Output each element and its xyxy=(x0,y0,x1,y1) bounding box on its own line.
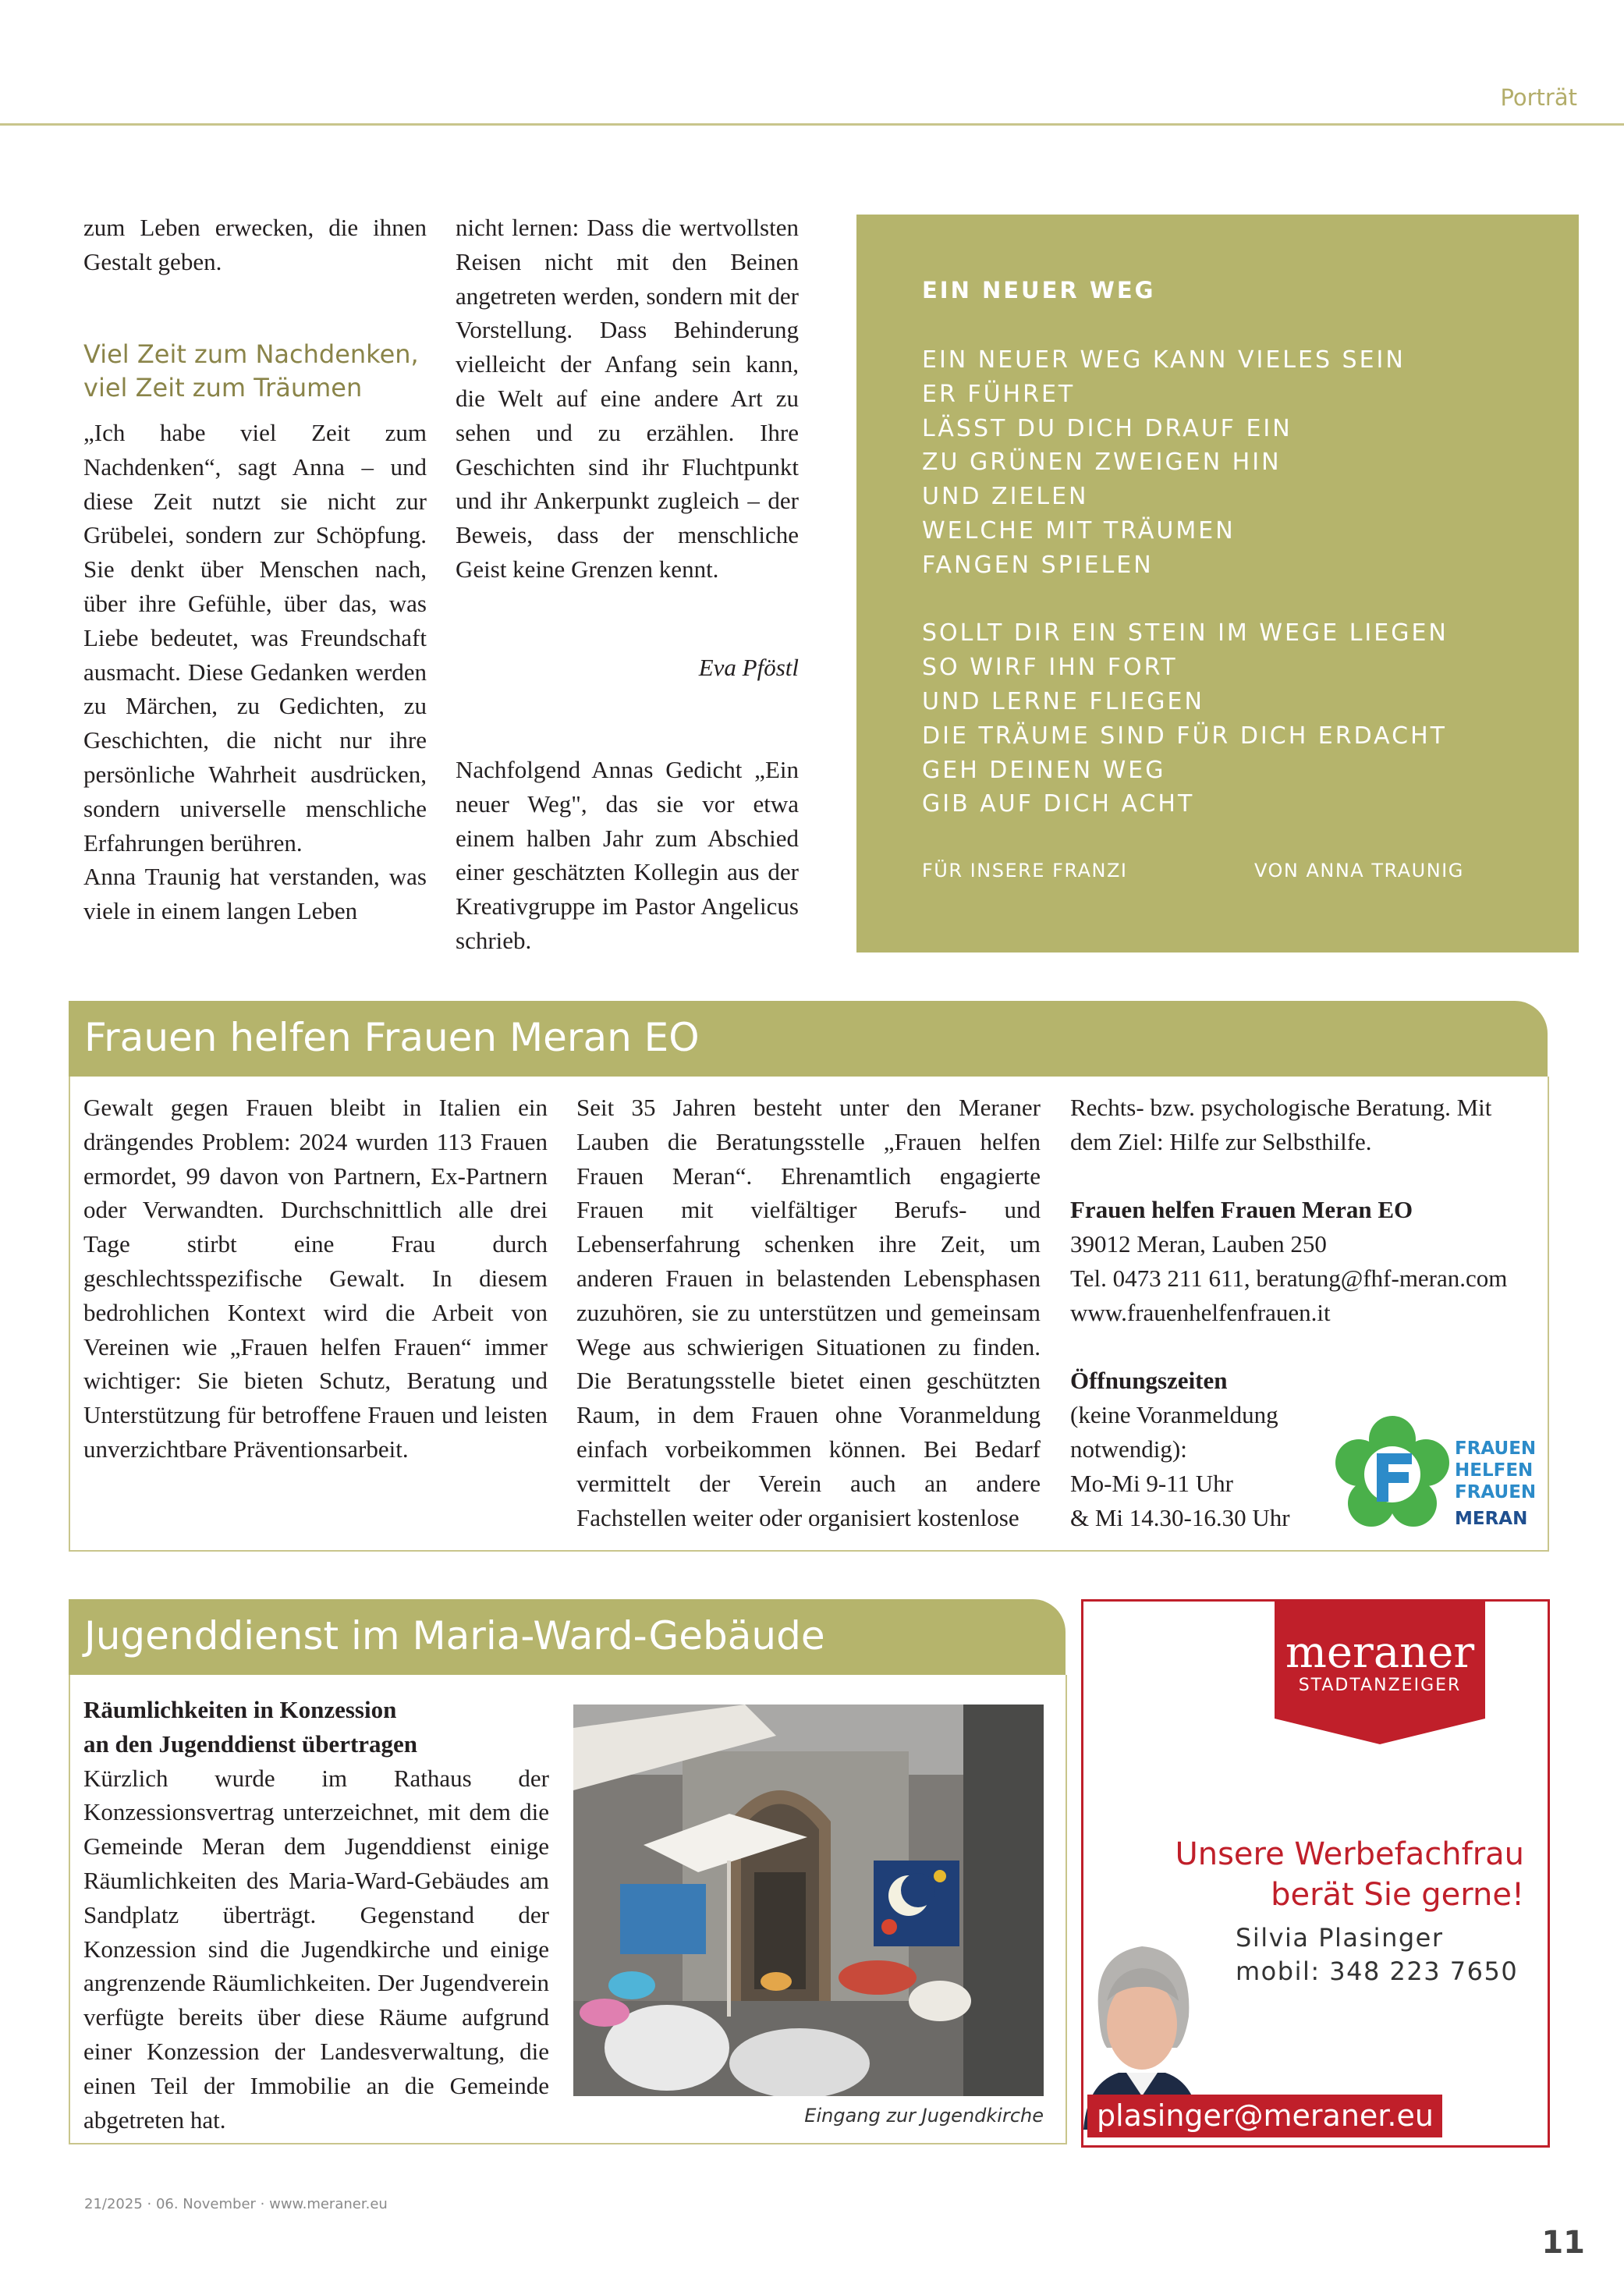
article-column-1 xyxy=(83,211,427,279)
article-column-1-body xyxy=(83,416,427,928)
ad-email[interactable]: plasinger@meraner.eu xyxy=(1087,2095,1442,2137)
fhf-hours-title: Öffnungszeiten xyxy=(1070,1367,1228,1395)
poem-line: LÄSST DU DICH DRAUF EIN xyxy=(922,414,1292,442)
jugend-subheading: Räumlichkeiten in Konzession xyxy=(83,1696,397,1723)
subheading-line-2: viel Zeit zum Träumen xyxy=(83,373,363,403)
ad-contact-phone[interactable]: mobil: 348 223 7650 xyxy=(1236,1956,1519,1986)
fhf-panel-header xyxy=(69,1001,1548,1077)
jugend-heading: Jugenddienst im Maria-Ward-Gebäude xyxy=(84,1613,825,1658)
poem-line: FANGEN SPIELEN xyxy=(922,551,1154,579)
article-paragraph: Anna Traunig hat verstanden, was viele in einem langen Leben xyxy=(83,863,427,925)
ad-contact xyxy=(1236,1921,1518,1988)
jugend-text-column xyxy=(83,1693,549,2137)
fhf-contact-address: 39012 Meran, Lauben 250 xyxy=(1070,1230,1327,1258)
fhf-contact-phone[interactable]: Tel. 0473 211 611, beratung@fhf-meran.com xyxy=(1070,1264,1508,1292)
fhf-contact-web[interactable]: www.frauenhelfenfrauen.it xyxy=(1070,1298,1331,1326)
subheading-line-1: Viel Zeit zum Nachdenken, xyxy=(83,339,419,369)
fhf-logo xyxy=(1334,1416,1544,1533)
poem-title: EIN NEUER WEG xyxy=(922,277,1156,303)
poem-line: EIN NEUER WEG KANN VIELES SEIN xyxy=(922,346,1406,374)
fhf-hours-line: Mo-Mi 9-11 Uhr xyxy=(1070,1469,1233,1497)
ad-contact-name: Silvia Plasinger xyxy=(1236,1923,1444,1953)
header-rule xyxy=(0,123,1624,126)
poem-line: SO WIRF IHN FORT xyxy=(922,654,1178,682)
fhf-hours-line: notwendig): xyxy=(1070,1435,1187,1463)
jugend-panel-header xyxy=(69,1599,1066,1675)
fhf-text: Seit 35 Jahren besteht unter den Meraner Lauben die Beratungsstelle „Frauen helfen Frauen Meran“. Ehrenamtlich engagierte Frauen mit vielfältiger Berufs- und Lebenserfahrung schenken ihre Zeit, um anderen Frauen in belastenden Lebensphasen zuzuhören, sie zu unterstützen und gemeinsam Wege aus schwierigen Situationen zu finden. Die Beratungsstelle bietet einen geschützten Raum, in dem Frauen ohne Voranmeldung einfach vorbeikommen können. Bei Bedarf vermittelt der Verein auch an andere Fachstellen weiter oder organisiert kostenlose xyxy=(576,1094,1041,1531)
poem-line: GIB AUF DICH ACHT xyxy=(922,790,1195,818)
fhf-heading: Frauen helfen Frauen Meran EO xyxy=(84,1015,700,1060)
section-label: Porträt xyxy=(1500,84,1577,111)
poem-box xyxy=(856,215,1579,952)
fhf-column-1 xyxy=(83,1091,548,1467)
ad-slogan: Unsere Werbefachfrau berät Sie gerne! xyxy=(1175,1836,1524,1913)
article-paragraph: „Ich habe viel Zeit zum Nachdenken“, sagt Anna – und diese Zeit nutzt sie nicht zur Grübelei, sondern zur Schöpfung. Sie denkt über Menschen nach, über ihre Gefühle, über das, was Liebe bedeutet, was Freundschaft ausmacht. Diese Gedanken werden zu Märchen, zu Gedichten, zu Geschichten, die nicht nur ihre persönliche Wahrheit ausdrücken, sondern universelle menschliche Erfahrungen berühren. xyxy=(83,419,427,857)
article-subheading xyxy=(83,338,442,405)
article-author: Eva Pföstl xyxy=(698,654,799,681)
fhf-hours-line: (keine Voranmeldung xyxy=(1070,1401,1278,1429)
poem-line: GEH DEINEN WEG xyxy=(922,756,1166,784)
poem-line: UND ZIELEN xyxy=(922,483,1089,511)
fhf-contact-name: Frauen helfen Frauen Meran EO xyxy=(1070,1196,1413,1224)
poem-line: DIE TRÄUME SIND FÜR DICH ERDACHT xyxy=(922,722,1448,750)
fhf-hours-line: & Mi 14.30-16.30 Uhr xyxy=(1070,1503,1290,1531)
photo-caption: Eingang zur Jugendkirche xyxy=(804,2105,1044,2127)
youth-church-photo xyxy=(573,1705,1044,2096)
footer-issue: 21/2025 · 06. November · www.meraner.eu xyxy=(84,2196,388,2212)
poem-byline: VON ANNA TRAUNIG xyxy=(1254,860,1464,882)
poem-line: ZU GRÜNEN ZWEIGEN HIN xyxy=(922,449,1282,477)
jugend-subheading: an den Jugenddienst übertragen xyxy=(83,1729,418,1758)
article-column-2 xyxy=(456,211,799,587)
fhf-logo-text: FRAUEN HELFEN FRAUEN MERAN xyxy=(1455,1438,1537,1529)
fhf-logo-flower-icon xyxy=(1334,1416,1451,1533)
brand-logo-text: meraner xyxy=(1285,1627,1475,1678)
brand-logo-subtext: STADTANZEIGER xyxy=(1298,1676,1462,1695)
poem-line: SOLLT DIR EIN STEIN IM WEGE LIEGEN xyxy=(922,619,1448,647)
fhf-column-2 xyxy=(576,1091,1041,1534)
poem-line: WELCHE MIT TRÄUMEN xyxy=(922,516,1236,545)
jugend-body: Kürzlich wurde im Rathaus der Konzessionsvertrag unterzeichnet, mit dem die Gemeinde Meran dem Jugenddienst einige Räumlichkeiten des Maria-Ward-Gebäudes am Sandplatz überträgt. Gegenstand der Konzession sind die Jugendkirche und einige angrenzende Räumlichkeiten. Der Jugendverein verfügte bereits über diese Räume aufgrund einer Konzession der Landesverwaltung, die einen Teil der Immobilie an die Gemeinde abgetreten hat. xyxy=(83,1764,549,2134)
poem-intro-note xyxy=(456,753,799,958)
fhf-text: Rechts- bzw. psychologische Beratung. Mit dem Ziel: Hilfe zur Selbsthilfe. xyxy=(1070,1094,1492,1155)
poem-intro-text: Nachfolgend Annas Gedicht „Ein neuer Weg", das sie vor etwa einem halben Jahr zum Abschied einer geschätzten Kollegin aus der Kreativgruppe im Pastor Angelicus schrieb. xyxy=(456,756,799,954)
poem-dedication: FÜR INSERE FRANZI xyxy=(922,860,1128,882)
page-number: 11 xyxy=(1541,2225,1585,2261)
poem-text xyxy=(922,343,1448,821)
poem-line: ER FÜHRET xyxy=(922,380,1076,408)
fhf-text: Gewalt gegen Frauen bleibt in Italien ein drängendes Problem: 2024 wurden 113 Frauen ermordet, 99 davon von Partnern, Ex-Partnern oder Verwandten. Durchschnittlich alle drei Tage stirbt eine Frau durch geschlechtsspezifische Gewalt. In diesem bedrohlichen Kontext wird die Arbeit von Vereinen wie „Frauen helfen Frauen“ immer wichtiger: Sie bieten Schutz, Beratung und Unterstützung für betroffene Frauen und leisten unverzichtbare Präventionsarbeit. xyxy=(83,1094,548,1463)
article-paragraph: nicht lernen: Dass die wertvollsten Reisen nicht mit den Beinen angetreten werden, sondern mit der Vorstellung. Dass Behinderung vielleicht der Anfang sein kann, die Welt auf eine andere Art zu sehen und zu erzählen. Ihre Geschichten sind ihr Fluchtpunkt und ihr Ankerpunkt zugleich – der Beweis, dass der menschliche Geist keine Grenzen kennt. xyxy=(456,214,799,583)
article-intro: zum Leben erwecken, die ihnen Gestalt geben. xyxy=(83,214,427,275)
ad-box xyxy=(1081,1599,1550,2148)
poem-line: UND LERNE FLIEGEN xyxy=(922,687,1204,715)
